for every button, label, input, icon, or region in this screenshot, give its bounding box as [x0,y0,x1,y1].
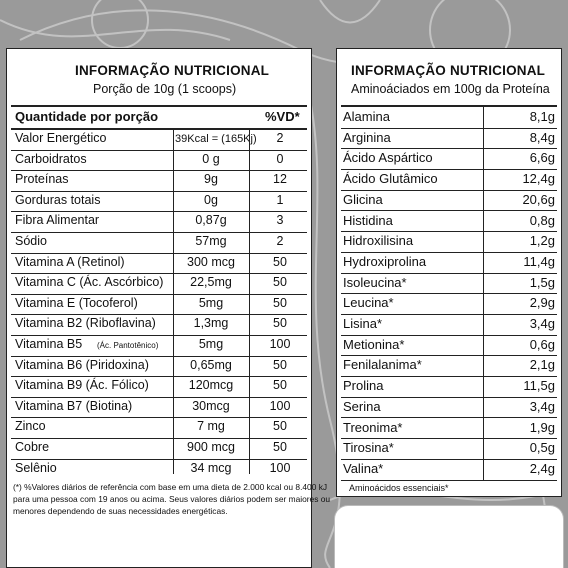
aminoacid-table [336,48,562,497]
table-row [7,438,311,459]
aminoacid-name: Isoleucina* [343,274,407,290]
aminoacid-name: Ácido Aspártico [343,150,433,166]
nutrient-note: (Ác. Pantotênico) [97,341,159,350]
nutrient-vd: 50 [273,295,287,310]
nutrient-quantity: 0,65mg [190,357,232,372]
table-row [7,211,311,232]
nutrient-quantity: 120mcg [188,378,234,393]
aminoacid-value: 0,6g [529,336,555,352]
table-row [337,293,561,314]
aminoacid-value: 2,4g [529,460,555,476]
aminoacid-value: 2,9g [529,295,555,311]
table-row [337,128,561,149]
table-row [337,355,561,376]
nutrient-quantity: 300 mcg [187,254,235,269]
table-row [337,148,561,169]
aminoacid-name: Treonima* [343,419,403,435]
table-row [337,252,561,273]
nutrient-name: Vitamina B7 (Biotina) [15,398,133,413]
aminoacid-name: Hidroxilisina [343,233,414,249]
nutrient-quantity: 1,3mg [193,316,229,331]
table-row [337,438,561,459]
nutrient-vd: 2 [276,131,284,145]
table-row [337,418,561,439]
header-quantity: Quantidade por porção [15,109,159,124]
table-row [337,376,561,397]
table-row [7,150,311,171]
table-row [7,417,311,438]
nutrient-vd: 100 [269,460,291,475]
nutrient-quantity: 57mg [195,234,227,248]
aminoacid-value: 0,5g [529,440,555,456]
table-row [337,335,561,356]
nutrient-vd: 100 [269,337,291,351]
nutrient-name: Valor Energético [15,131,107,145]
table-row [337,231,561,252]
nutrient-quantity: 22,5mg [190,275,232,290]
nutrient-vd: 50 [273,419,287,434]
table-row [7,397,311,418]
table-row [7,253,311,274]
aminoacid-name: Metionina* [343,336,405,352]
table-row [337,169,561,190]
table-row [337,397,561,418]
aminoacid-value: 11,5g [523,378,555,394]
aminoacid-value: 8,4g [529,129,555,145]
nutrient-vd: 50 [273,378,287,393]
nutrient-vd: 50 [273,357,287,372]
table-row [7,191,311,212]
column-divider [173,129,174,474]
nutrient-name: Vitamina E (Tocoferol) [15,295,138,310]
nutrient-quantity: 0,87g [195,213,227,228]
right-subtitle: Aminoáciados em 100g da Proteína [351,82,550,96]
table-row [7,335,311,356]
aminoacid-value: 2,1g [529,357,555,373]
nutrient-vd: 3 [276,213,284,228]
aminoacid-name: Ácido Glutâmico [343,171,438,187]
table-row [337,211,561,232]
aminoacid-name: Fenilalanima* [343,357,422,373]
nutrient-quantity: 7 mg [197,419,225,434]
aminoacid-name: Lisina* [343,316,383,331]
aminoacid-value: 3,4g [529,316,555,331]
nutrient-quantity: 5mg [198,295,224,310]
nutrient-name: Vitamina A (Retinol) [15,254,125,269]
nutrient-name: Vitamina C (Ác. Ascórbico) [15,275,164,290]
aminoacid-value: 0,8g [529,212,555,228]
table-row [7,273,311,294]
nutrient-name: Sódio [15,234,47,248]
nutrient-quantity: 34 mcg [190,460,232,475]
table-row [7,129,311,150]
footnote-line-2: para uma pessoa com 19 anos ou acima. Seus valores diários podem ser maiores ou [13,494,331,504]
aminoacid-value: 1,2g [529,233,555,249]
row-divider [341,480,557,481]
aminoacid-value: 8,1g [529,109,555,124]
nutrient-vd: 0 [276,151,284,166]
table-row [337,273,561,294]
footnote-line-3: menores dependendo de suas necessidades energéticas. [13,506,228,516]
nutrient-vd: 1 [276,192,284,207]
table-row [7,356,311,377]
table-row [337,314,561,335]
divider [11,105,307,107]
nutrient-name: Fibra Alimentar [15,213,100,228]
nutrient-vd: 50 [273,254,287,269]
left-title: INFORMAÇÃO NUTRICIONAL [75,63,270,78]
nutrient-name: Proteínas [15,172,69,187]
nutrient-quantity: 30mcg [192,398,230,413]
column-divider [483,106,484,480]
table-row [7,376,311,397]
nutrient-quantity: 5mg [198,337,224,351]
nutrient-vd: 100 [269,398,291,413]
nutrient-vd: 12 [273,172,287,187]
nutrient-quantity: 900 mcg [187,440,235,454]
table-row [7,314,311,335]
nutrient-name: Zinco [15,419,46,434]
aminoacid-value: 20,6g [522,191,555,207]
aminoacid-value: 6,6g [529,150,555,166]
nutrient-name: Carboidratos [15,151,87,166]
table-row [337,107,561,128]
right-title: INFORMAÇÃO NUTRICIONAL [351,63,546,78]
nutrient-name: Selênio [15,460,57,475]
aminoacid-name: Histidina [343,212,393,228]
table-row [337,190,561,211]
nutrient-name: Vitamina B2 (Riboflavina) [15,316,156,331]
column-divider [249,129,250,474]
table-row [7,459,311,480]
nutrient-vd: 50 [273,440,287,454]
header-vd: %VD* [265,109,300,124]
nutrient-vd: 2 [276,234,284,248]
nutrient-name: Gorduras totais [15,192,101,207]
aminoacid-name: Alamina [343,109,390,124]
nutrient-quantity: 0 g [202,151,220,166]
aminoacid-name: Serina [343,398,381,414]
aminoacid-name: Arginina [343,129,391,145]
aminoacid-value: 12,4g [522,171,555,187]
nutrient-quantity: 0g [204,192,218,207]
aminoacid-value: 1,9g [529,419,555,435]
nutrient-quantity: 39Kcal = (165Kj) [175,133,257,145]
aminoacid-name: Hydroxiprolina [343,253,427,269]
nutrient-vd: 50 [273,275,287,290]
nutrient-quantity: 9g [204,172,218,187]
aminoacid-value: 1,5g [529,274,555,290]
aminoacid-name: Glicina [343,191,383,207]
nutrition-facts-table [6,48,331,568]
table-row [337,459,561,480]
aminoacid-value: 3,4g [529,398,555,414]
aminoacid-name: Valina* [343,460,384,476]
aminoacid-name: Prolina [343,378,384,394]
nutrient-name: Vitamina B6 (Piridoxina) [15,357,149,372]
left-subtitle: Porção de 10g (1 scoops) [93,82,237,96]
nutrient-name: Vitamina B9 (Ác. Fólico) [15,378,149,393]
aminoacid-name: Leucina* [343,295,394,311]
nutrient-name: Vitamina B5 [15,337,83,351]
nutrient-vd: 50 [273,316,287,331]
blank-box [334,505,564,568]
nutrient-name: Cobre [15,440,50,454]
table-row [7,294,311,315]
footnote-line-1: (*) %Valores diários de referência com base em uma dieta de 2.000 kcal ou 8.400 kJ [13,482,328,492]
aminoacid-name: Tirosina* [343,440,394,456]
table-row [7,232,311,253]
aminoacid-value: 11,4g [523,253,555,269]
essential-footnote: Aminoácidos essenciais* [349,483,449,493]
table-row [7,170,311,191]
